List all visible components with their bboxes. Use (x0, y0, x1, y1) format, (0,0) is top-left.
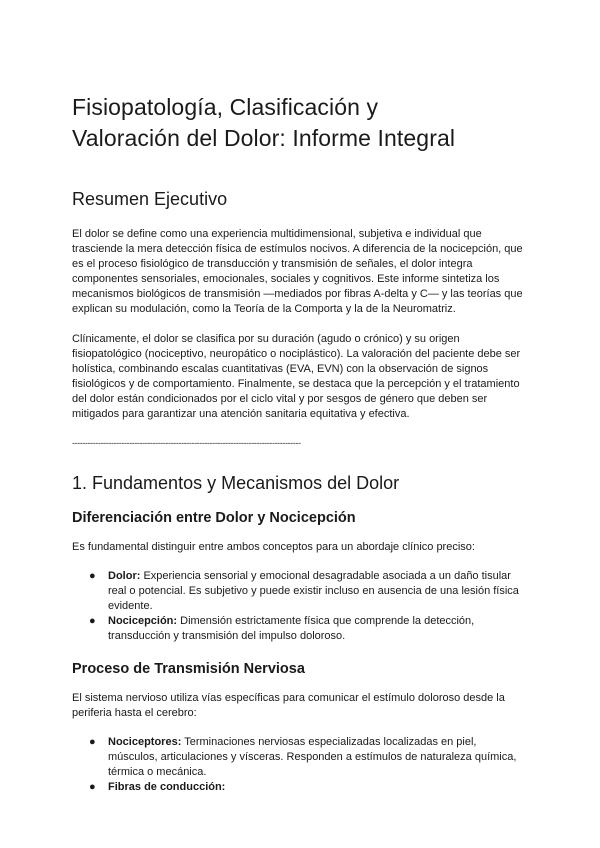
subsection-intro: Es fundamental distinguir entre ambos conceptos para un abordaje clínico preciso: (72, 541, 475, 553)
transmission-list (72, 735, 528, 795)
section-divider: ---------------------------------------------------------------------------------------- (72, 438, 301, 448)
list-item-text: Dimensión estrictamente física que comprende la detección, transducción y transmisión del impulso doloroso. (108, 615, 475, 642)
list-item-text: Terminaciones nerviosas especializadas localizadas en piel, músculos, articulaciones y vísceras. Responden a estímulos de naturaleza química, térmica o mecánica. (108, 736, 517, 778)
list-item-term: Dolor: (108, 570, 141, 582)
subsection-intro: El sistema nervioso utiliza vías específicas para comunicar el estímulo doloroso desde la periferia hasta el cerebro: (72, 692, 505, 719)
title-line-2: Valoración del Dolor: Informe Integral (72, 125, 456, 151)
subsection-heading-transmision: Proceso de Transmisión Nerviosa (72, 661, 305, 677)
list-item-term: Nociceptores: (108, 736, 182, 748)
summary-paragraph-1: El dolor se define como una experiencia multidimensional, subjetiva e individual que trasciende la mera detección física de estímulos nocivos. A diferencia de la nocicepción, que es el proceso fisiológico de transducción y transmisión de señales, el dolor integra componentes sensoriales, emocionales, sociales y cognitivos. Este informe sintetiza los mecanismos biológicos de transmisión —mediados por fibras A-delta y C— y las teorías que explican su modulación, como la Teoría de la Comporta y la de la Neuromatriz. (72, 228, 523, 315)
subsection-heading-dolor-nocicepcion: Diferenciación entre Dolor y Nocicepción (72, 510, 356, 526)
list-item (72, 614, 528, 644)
bullet-icon: ● (89, 615, 96, 627)
list-item (72, 780, 528, 795)
list-item-term: Fibras de conducción: (108, 781, 226, 793)
list-item-term: Nocicepción: (108, 615, 178, 627)
bullet-icon: ● (89, 570, 96, 582)
bullet-icon: ● (89, 736, 96, 748)
list-item (72, 735, 528, 780)
section-1-heading: 1. Fundamentos y Mecanismos del Dolor (72, 473, 400, 493)
document-title (72, 92, 528, 154)
summary-paragraph-2: Clínicamente, el dolor se clasifica por su duración (agudo o crónico) y su origen fisiopatológico (nociceptivo, neuropático o nociplástico). La valoración del paciente debe ser holística, combinando escalas cuantitativas (EVA, EVN) con la observación de signos fisiológicos y de comportamiento. Finalmente, se destaca que la percepción y el tratamiento del dolor están condicionados por el ciclo vital y por sesgos de género que deben ser mitigados para garantizar una atención sanitaria equitativa y efectiva. (72, 333, 521, 420)
summary-heading: Resumen Ejecutivo (72, 189, 228, 209)
document-page (72, 92, 528, 795)
list-item (72, 569, 528, 614)
list-item-text: Experiencia sensorial y emocional desagradable asociada a un daño tisular real o potencial. Es subjetivo y puede existir incluso en ausencia de una lesión física evidente. (108, 570, 519, 612)
title-line-1: Fisiopatología, Clasificación y (72, 94, 379, 120)
definitions-list (72, 569, 528, 644)
bullet-icon: ● (89, 781, 96, 793)
